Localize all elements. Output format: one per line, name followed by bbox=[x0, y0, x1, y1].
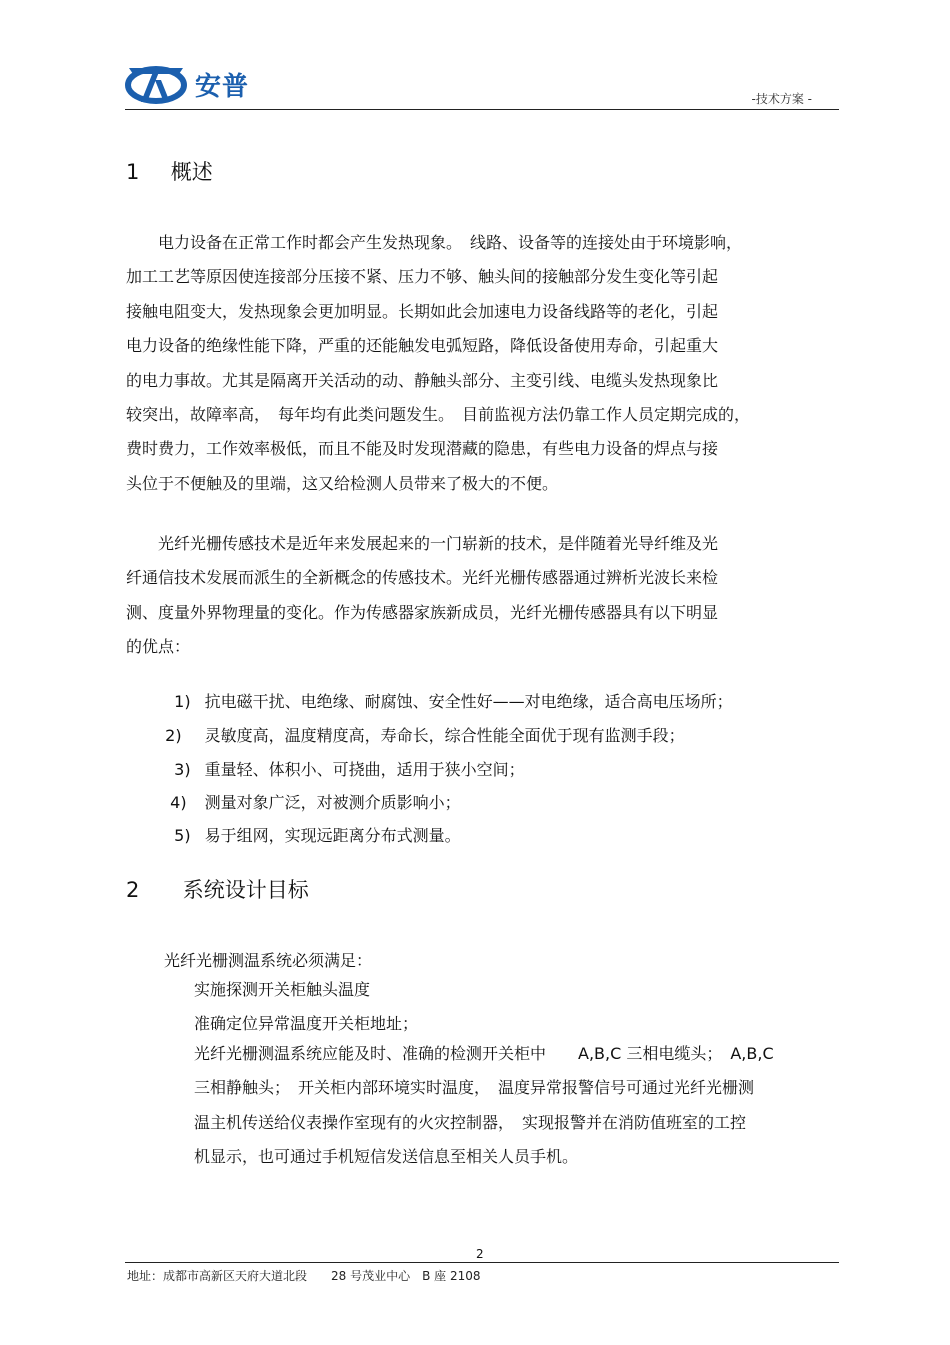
paragraph-line: 费时费力，工作效率极低，而且不能及时发现潜藏的隐患，有些电力设备的焊点与接 bbox=[126, 439, 719, 459]
paragraph-line: 较突出，故障率高， 每年均有此类问题发生。 目前监视方法仍靠工作人员定期完成的， bbox=[126, 404, 751, 424]
list-text: 易于组网，实现远距离分布式测量。 bbox=[204, 826, 461, 845]
footer-address: 地址：成都市高新区天府大道北段 28 号茂业中心 B 座 2108 bbox=[127, 1269, 481, 1283]
list-number: 4) bbox=[170, 793, 187, 812]
paragraph-line: 纤通信技术发展而派生的全新概念的传感技术。光纤光栅传感器通过辨析光波长来检 bbox=[126, 568, 719, 588]
section-2-number: 2 bbox=[126, 878, 140, 902]
list-number: 2) bbox=[165, 726, 182, 745]
paragraph-line: 电力设备的绝缘性能下降，严重的还能触发电弧短路，降低设备使用寿命，引起重大 bbox=[126, 336, 719, 356]
requirements-intro: 光纤光栅测温系统必须满足： bbox=[164, 951, 373, 970]
header-divider bbox=[125, 109, 839, 110]
company-logo bbox=[125, 62, 265, 104]
requirement-3 bbox=[194, 1037, 844, 1175]
requirement-2: 准确定位异常温度开关柜地址； bbox=[194, 1014, 419, 1033]
list-number: 5) bbox=[174, 826, 191, 845]
paragraph-line: 机显示，也可通过手机短信发送信息至相关人员手机。 bbox=[194, 1147, 579, 1167]
paragraph-line: 加工工艺等原因使连接部分压接不紧、压力不够、触头间的接触部分发生变化等引起 bbox=[126, 267, 719, 287]
section-1-number: 1 bbox=[126, 160, 140, 184]
paragraph-line: 三相静触头； 开关柜内部环境实时温度， 温度异常报警信号可通过光纤光栅测 bbox=[194, 1078, 755, 1098]
list-number: 3) bbox=[174, 760, 191, 779]
list-text: 抗电磁干扰、电绝缘、耐腐蚀、安全性好——对电绝缘，适合高电压场所； bbox=[204, 692, 733, 711]
logo-emblem-icon bbox=[125, 62, 187, 104]
overview-paragraph-1 bbox=[126, 226, 826, 501]
list-text: 测量对象广泛，对被测介质影响小； bbox=[204, 793, 461, 812]
paragraph-line: 的优点： bbox=[126, 637, 191, 657]
advantage-item-5 bbox=[164, 804, 461, 846]
paragraph-line: 电力设备在正常工作时都会产生发热现象。 线路、设备等的连接处由于环境影响， bbox=[126, 233, 743, 252]
paragraph-line: 光纤光栅测温系统应能及时、准确的检测开关柜中 A,B,C 三相电缆头； A,B,C bbox=[194, 1044, 774, 1063]
section-2-title: 系统设计目标 bbox=[182, 878, 309, 902]
footer-divider bbox=[125, 1262, 839, 1263]
section-2-heading bbox=[126, 874, 309, 904]
section-1-title: 概述 bbox=[170, 160, 213, 184]
paragraph-line: 接触电阻变大，发热现象会更加明显。长期如此会加速电力设备线路等的老化，引起 bbox=[126, 301, 719, 321]
paragraph-line: 头位于不便触及的里端，这又给检测人员带来了极大的不便。 bbox=[126, 473, 559, 493]
list-number: 1) bbox=[174, 692, 191, 711]
requirement-1: 实施探测开关柜触头温度 bbox=[194, 980, 371, 999]
page-number: 2 bbox=[476, 1247, 484, 1261]
header-document-type: -技术方案 - bbox=[751, 92, 812, 106]
paragraph-line: 温主机传送给仪表操作室现有的火灾控制器， 实现报警并在消防值班室的工控 bbox=[194, 1112, 747, 1132]
list-text: 灵敏度高，温度精度高，寿命长，综合性能全面优于现有监测手段； bbox=[204, 726, 685, 745]
paragraph-line: 光纤光栅传感技术是近年来发展起来的一门崭新的技术，是伴随着光导纤维及光 bbox=[126, 534, 719, 553]
overview-paragraph-2 bbox=[126, 527, 826, 665]
paragraph-line: 的电力事故。尤其是隔离开关活动的动、静触头部分、主变引线、电缆头发热现象比 bbox=[126, 370, 719, 390]
logo-wordmark: 安普 bbox=[195, 72, 250, 102]
list-text: 重量轻、体积小、可挠曲，适用于狭小空间； bbox=[204, 760, 525, 779]
section-1-heading bbox=[126, 156, 213, 186]
paragraph-line: 测、度量外界物理量的变化。作为传感器家族新成员，光纤光栅传感器具有以下明显 bbox=[126, 602, 719, 622]
